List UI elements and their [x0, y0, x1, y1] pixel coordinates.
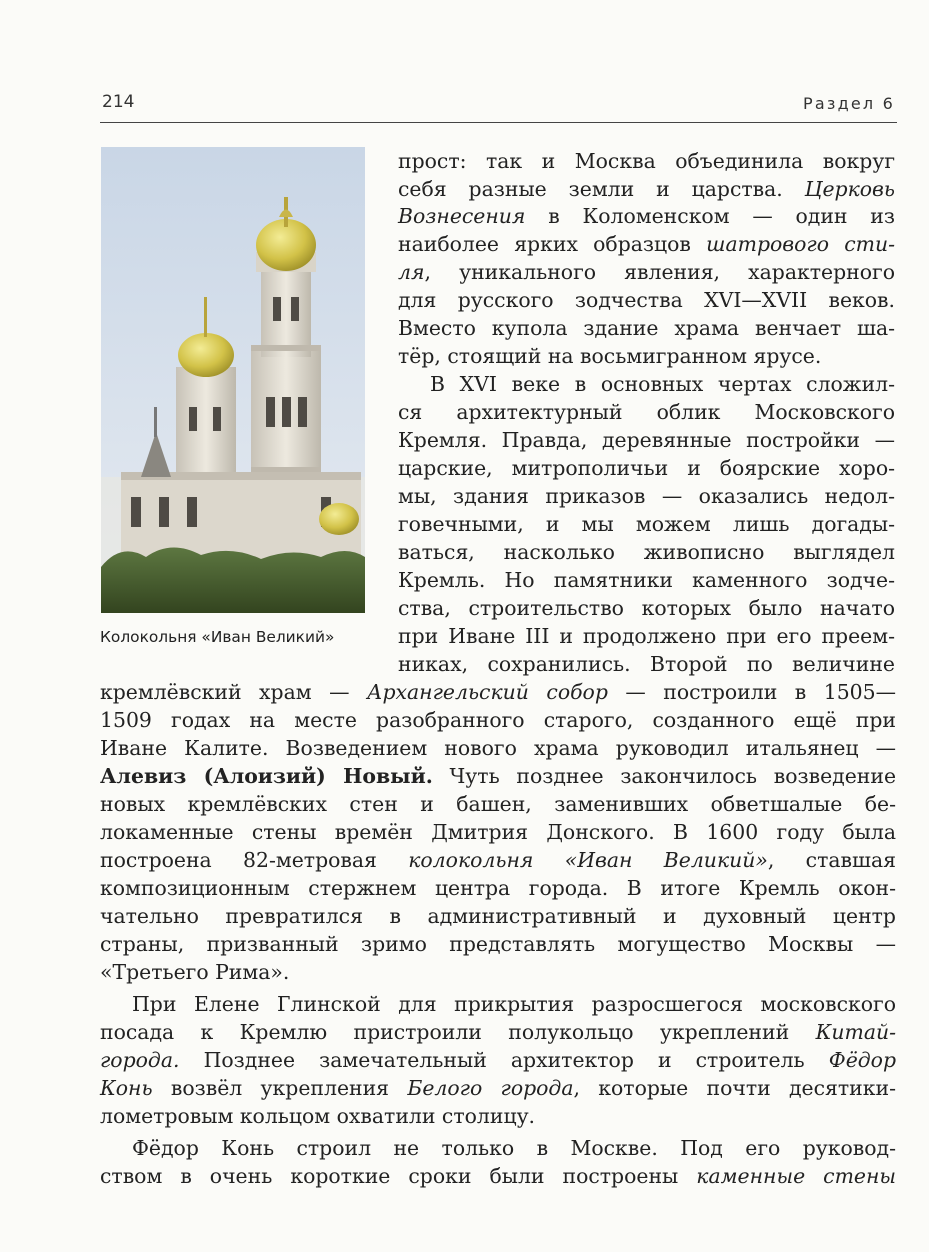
text-line: ством в очень короткие сроки были построены каменные стены [100, 1164, 897, 1188]
figure-caption: Колокольня «Иван Великий» [100, 628, 335, 646]
text-line: лометровым кольцом охватили столицу. [100, 1104, 536, 1128]
text-line: посада к Кремлю пристроили полукольцо укреплений Китай- [100, 1020, 897, 1044]
text-line: При Елене Глинской для прикрытия разросшегося московского [132, 992, 896, 1016]
text-line: ства, строительство которых было начато [398, 596, 895, 620]
text-line: ля, уникального явления, характерного [398, 260, 895, 284]
text-line: наиболее ярких образцов шатрового сти- [398, 232, 895, 256]
text-line: 1509 годах на месте разобранного старого, созданного ещё при [100, 708, 896, 732]
text-line: новых кремлёвских стен и башен, заменивших обветшалые бе- [100, 792, 896, 816]
bell-tower-photo [101, 147, 365, 613]
text-line: говечными, и мы можем лишь догады- [398, 512, 895, 536]
text-line: прост: так и Москва объединила вокруг [398, 149, 895, 173]
text-line: чательно превратился в административный и духовный центр [100, 904, 896, 928]
text-line: композиционным стержнем центра города. В итоге Кремль окон- [100, 876, 896, 900]
text-line: Иване Калите. Возведением нового храма руководил итальянец — [100, 736, 896, 760]
text-line: построена 82-метровая колокольня «Иван Великий», ставшая [100, 848, 896, 872]
text-line: ся архитектурный облик Московского [398, 400, 895, 424]
text-line: локаменные стены времён Дмитрия Донского. В 1600 году была [100, 820, 896, 844]
page-header [100, 88, 897, 123]
text-line: царские, митрополичьи и боярские хоро- [398, 456, 895, 480]
text-line: В XVI веке в основных чертах сложил- [430, 372, 895, 396]
text-line: Конь возвёл укрепления Белого города, которые почти десятики- [100, 1076, 896, 1100]
text-line: себя разные земли и царства. Церковь [398, 177, 895, 201]
text-line: города. Позднее замечательный архитектор и строитель Фёдор [100, 1048, 897, 1072]
text-line: Вознесения в Коломенском — один из [398, 204, 895, 228]
text-line: тёр, стоящий на восьмигранном ярусе. [398, 344, 822, 368]
text-line: страны, призванный зримо представлять могущество Москвы — [100, 932, 896, 956]
text-line: Алевиз (Алоизий) Новый. Чуть позднее закончилось возведение [100, 764, 897, 788]
text-line: мы, здания приказов — оказались недол- [398, 484, 895, 508]
text-line: при Иване III и продолжено при его преем- [398, 624, 895, 648]
page-number: 214 [102, 92, 135, 112]
text-line: Кремля. Правда, деревянные постройки — [398, 428, 895, 452]
text-line: кремлёвский храм — Архангельский собор — построили в 1505— [100, 680, 897, 704]
text-line: ваться, насколько живописно выглядел [398, 540, 895, 564]
section-title: Раздел 6 [803, 94, 895, 113]
text-line: Фёдор Конь строил не только в Москве. Под его руковод- [132, 1136, 896, 1160]
text-line: Кремль. Но памятники каменного зодче- [398, 568, 895, 592]
text-line: Вместо купола здание храма венчает ша- [398, 316, 895, 340]
text-line: «Третьего Рима». [100, 960, 290, 984]
text-line: никах, сохранились. Второй по величине [398, 652, 895, 676]
text-line: для русского зодчества XVI—XVII веков. [398, 288, 895, 312]
